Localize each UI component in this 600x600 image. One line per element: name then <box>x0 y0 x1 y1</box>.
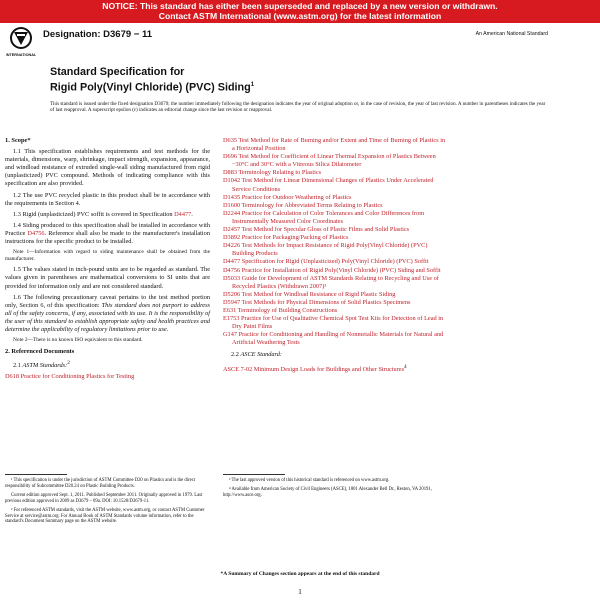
link-d4477[interactable]: D4477 <box>174 210 192 218</box>
ref-e1753[interactable]: E1753 Practice for Use of Qualitative Chemical Spot Test Kits for Detection of Lead in Dry Paint Films <box>223 315 444 331</box>
document-title <box>50 66 254 95</box>
reference-list <box>223 137 448 347</box>
ref-d2457[interactable]: D2457 Test Method for Specular Gloss of Plastic Films and Solid Plastics <box>223 226 410 234</box>
subsection-2-2: 2.2 ASCE Standard: <box>231 351 283 359</box>
footnotes-right <box>223 478 448 502</box>
ref-asce-7-02[interactable]: ASCE 7-02 Minimum Design Loads for Buildings and Other Structures$^4$ <box>223 363 407 373</box>
note-1: Note 1—Information with regard to siding maintenance shall be obtained from the manufacturer. <box>5 249 210 262</box>
scope-heading: 1. Scope* <box>5 137 31 144</box>
note-2: Note 2—There is no known ISO equivalent to this standard. <box>13 337 143 344</box>
standard-type: An American National Standard <box>475 31 548 37</box>
summary-of-changes-note: *A Summary of Changes section appears at the end of this standard <box>220 571 380 577</box>
ref-d635[interactable]: D635 Test Method for Rate of Burning and/or Extent and Time of Burning of Plastics in a Horizontal Position <box>223 137 446 153</box>
page-number: 1 <box>298 587 302 596</box>
ref-d2244[interactable]: D2244 Practice for Calculation of Color Tolerances and Color Differences from Instrumentally Measured Color Coordinates <box>223 209 425 225</box>
footnote-rule-right <box>223 474 285 475</box>
notice-line-1: NOTICE: This standard has either been superseded and replaced by a new version or withdrawn. <box>102 1 498 11</box>
ref-d1042[interactable]: D1042 Test Method for Linear Dimensional Changes of Plastics Under Accelerated Service Conditions <box>223 177 434 193</box>
ref-d1435[interactable]: D1435 Practice for Outdoor Weathering of Plastics <box>223 193 352 201</box>
referenced-documents-heading: 2. Referenced Documents <box>5 347 75 355</box>
ref-g147[interactable]: G147 Practice for Conditioning and Handling of Nonmetallic Materials for Natural and Artificial Weathering Tests <box>223 331 444 347</box>
para-1-3: 1.3 Rigid (unplasticized) PVC soffit is covered in Specification D4477. <box>13 210 193 218</box>
svg-text:INTERNATIONAL: INTERNATIONAL <box>6 53 36 57</box>
ref-d5206[interactable]: D5206 Test Method for Windload Resistance of Rigid Plastic Siding <box>223 290 396 298</box>
ref-d5033[interactable]: D5033 Guide for Development of ASTM Standards Relating to Recycling and Use of Recycled Plastics (Withdrawn 2007)³ <box>223 274 439 290</box>
footnote-4: ⁴ Available from American Society of Civil Engineers (ASCE), 1801 Alexander Bell Dr., Reston, VA 20191, http://www.asce.org. <box>223 486 432 498</box>
ref-e631[interactable]: E631 Terminology of Building Constructions <box>223 306 338 314</box>
notice-line-2: Contact ASTM International (www.astm.org) for the latest information <box>158 11 442 21</box>
astm-logo-icon <box>6 25 36 59</box>
para-1-6: 1.6 The following precautionary caveat pertains to the test method portion only, Section 6, of this specification: This standard does not purport to address all of the safety concerns, if any, associated with its use. It is the responsibility of the user of this standard to establish appropriate safety and health practices and determine the applicability of regulatory limitations prior to use. <box>5 293 210 333</box>
ref-d883[interactable]: D883 Terminology Relating to Plastics <box>223 169 322 177</box>
ref-d5947[interactable]: D5947 Test Methods for Physical Dimensions of Solid Plastics Specimens <box>223 298 411 306</box>
footnote-rule-left <box>5 474 67 475</box>
footnote-1: ¹ This specification is under the jurisdiction of ASTM Committee D20 on Plastics and is the direct responsibility of Subcommittee D20.24 on Plastic Building Products. <box>5 478 196 489</box>
para-1-4: 1.4 Siding produced to this specification shall be installed in accordance with Practice D4756. Reference shall also be made to the manufacturer's installation instructions for the specific product to be installed. <box>5 221 210 246</box>
ref-d4477[interactable]: D4477 Specification for Rigid (Unplasticized) Poly(Vinyl Chloride) (PVC) Soffit <box>223 258 429 266</box>
designation: Designation: D3679 − 11 <box>43 29 153 40</box>
para-1-5: 1.5 The values stated in inch-pound units are to be regarded as standard. The values given in parentheses are mathematical conversions to SI units that are provided for information only and are not considered standard. <box>5 266 210 290</box>
para-1-1: 1.1 This specification establishes requirements and test methods for the materials, dimensions, warp, shrinkage, impact strength, expansion, appearance, and windload resistance of extruded single-wall siding manufactured from rigid (unplasticized) PVC compound. Methods of indicating compliance with this specification are also provided. <box>5 148 210 188</box>
footnote-1b: Current edition approved Sept. 1, 2011. Published September 2011. Originally approved in 1979. Last previous edition approved in 2009 as D3679 – 09a. DOI: 10.1520/D3679-11. <box>5 492 203 504</box>
ref-d4226[interactable]: D4226 Test Methods for Impact Resistance of Rigid Poly(Vinyl Chloride) (PVC) Building Products <box>223 242 428 258</box>
footnotes-left <box>5 478 210 528</box>
ref-d4756[interactable]: D4756 Practice for Installation of Rigid Poly(Vinyl Chloride) (PVC) Siding and Soffit <box>223 266 441 274</box>
right-column <box>223 137 448 374</box>
title-line-2: Rigid Poly(Vinyl Chloride) (PVC) Siding$^1$ <box>50 81 255 94</box>
link-d4756[interactable]: D4756 <box>27 229 45 237</box>
ref-d3892[interactable]: D3892 Practice for Packaging/Packing of Plastics <box>223 234 349 242</box>
subsection-2-1: 2.1 ASTM Standards:$^2$ <box>13 359 70 369</box>
ref-d1600[interactable]: D1600 Terminology for Abbreviated Terms Relating to Plastics <box>223 201 383 209</box>
withdrawn-notice-banner <box>0 0 600 23</box>
ref-d696[interactable]: D696 Test Method for Coefficient of Linear Thermal Expansion of Plastics Between −30°C and 30°C with a Vitreous Silica Dilatometer <box>223 153 436 169</box>
footnote-3: ³ The last approved version of this historical standard is referenced on www.astm.org. <box>229 478 390 483</box>
issuance-note: This standard is issued under the fixed designation D3679; the number immediately following the designation indicates the year of original adoption or, in the case of revision, the year of last revision. A number in parentheses indicates the year of last reapproval. A superscript epsilon (ε) indicates an editorial change since the last revision or reapproval. <box>50 101 546 114</box>
para-1-2: 1.2 The use PVC recycled plastic in this product shall be in accordance with the requirements in Section 4. <box>5 191 210 207</box>
footnote-2: ² For referenced ASTM standards, visit the ASTM website, www.astm.org, or contact ASTM Customer Service at service@astm.org. For Annual Book of ASTM Standards volume information, refer to the standard's Document Summary page on the ASTM website. <box>5 507 205 525</box>
ref-d618[interactable]: D618 Practice for Conditioning Plastics for Testing <box>5 372 135 380</box>
title-line-1: Standard Specification for <box>50 66 185 78</box>
left-column <box>5 137 210 381</box>
